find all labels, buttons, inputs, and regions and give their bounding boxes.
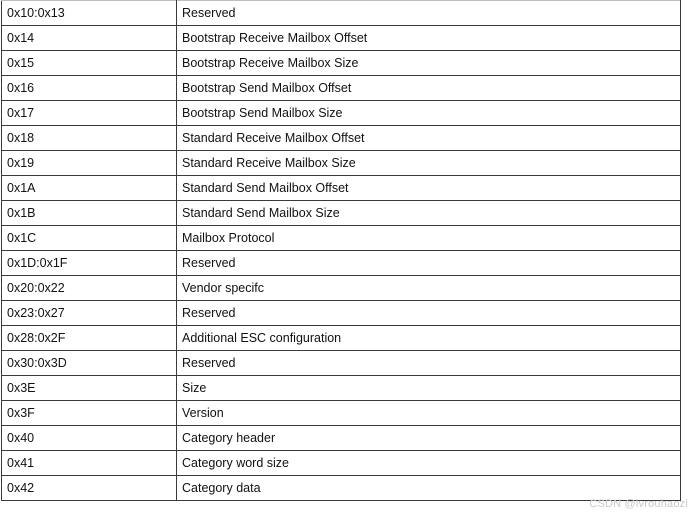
address-cell: 0x18 <box>2 126 177 151</box>
table-row <box>2 251 681 276</box>
address-cell: 0x3E <box>2 376 177 401</box>
table-row <box>2 451 681 476</box>
description-cell: Reserved <box>177 351 681 376</box>
address-cell: 0x19 <box>2 151 177 176</box>
description-cell: Standard Receive Mailbox Offset <box>177 126 681 151</box>
address-cell: 0x30:0x3D <box>2 351 177 376</box>
table-row <box>2 376 681 401</box>
table-row <box>2 401 681 426</box>
description-cell: Bootstrap Send Mailbox Size <box>177 101 681 126</box>
register-table <box>1 0 681 501</box>
register-table-container <box>1 0 680 501</box>
address-cell: 0x17 <box>2 101 177 126</box>
description-cell: Category data <box>177 476 681 501</box>
table-row <box>2 476 681 501</box>
description-cell: Standard Receive Mailbox Size <box>177 151 681 176</box>
address-cell: 0x15 <box>2 51 177 76</box>
table-row <box>2 101 681 126</box>
description-cell: Vendor specifc <box>177 276 681 301</box>
table-row <box>2 226 681 251</box>
table-row <box>2 1 681 26</box>
table-row <box>2 426 681 451</box>
address-cell: 0x16 <box>2 76 177 101</box>
address-cell: 0x20:0x22 <box>2 276 177 301</box>
table-row <box>2 351 681 376</box>
description-cell: Version <box>177 401 681 426</box>
table-row <box>2 51 681 76</box>
table-row <box>2 76 681 101</box>
description-cell: Category header <box>177 426 681 451</box>
table-row <box>2 301 681 326</box>
address-cell: 0x1C <box>2 226 177 251</box>
address-cell: 0x14 <box>2 26 177 51</box>
address-cell: 0x1A <box>2 176 177 201</box>
address-cell: 0x28:0x2F <box>2 326 177 351</box>
description-cell: Reserved <box>177 251 681 276</box>
address-cell: 0x3F <box>2 401 177 426</box>
description-cell: Bootstrap Receive Mailbox Size <box>177 51 681 76</box>
description-cell: Reserved <box>177 301 681 326</box>
address-cell: 0x42 <box>2 476 177 501</box>
address-cell: 0x1B <box>2 201 177 226</box>
description-cell: Bootstrap Receive Mailbox Offset <box>177 26 681 51</box>
description-cell: Size <box>177 376 681 401</box>
register-table-body <box>2 1 681 501</box>
description-cell: Bootstrap Send Mailbox Offset <box>177 76 681 101</box>
address-cell: 0x41 <box>2 451 177 476</box>
address-cell: 0x40 <box>2 426 177 451</box>
address-cell: 0x1D:0x1F <box>2 251 177 276</box>
description-cell: Standard Send Mailbox Size <box>177 201 681 226</box>
description-cell: Mailbox Protocol <box>177 226 681 251</box>
description-cell: Standard Send Mailbox Offset <box>177 176 681 201</box>
address-cell: 0x10:0x13 <box>2 1 177 26</box>
table-row <box>2 151 681 176</box>
table-row <box>2 26 681 51</box>
description-cell: Additional ESC configuration <box>177 326 681 351</box>
table-row <box>2 126 681 151</box>
description-cell: Category word size <box>177 451 681 476</box>
address-cell: 0x23:0x27 <box>2 301 177 326</box>
table-row <box>2 276 681 301</box>
table-row <box>2 176 681 201</box>
table-row <box>2 326 681 351</box>
description-cell: Reserved <box>177 1 681 26</box>
csdn-watermark: CSDN @lvrouhaozi <box>589 498 688 510</box>
table-row <box>2 201 681 226</box>
